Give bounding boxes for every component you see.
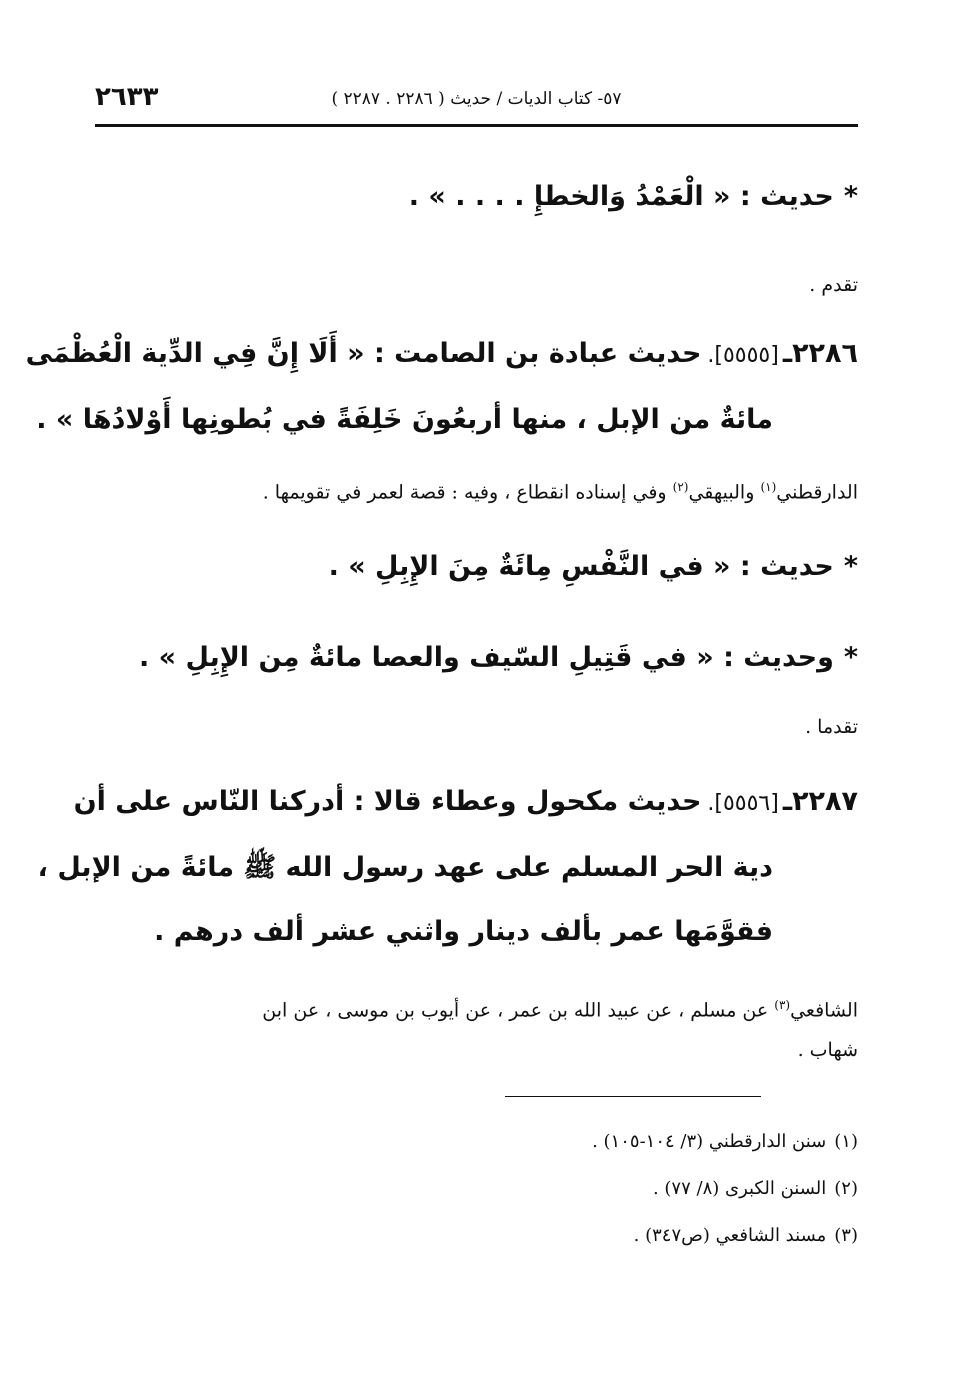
- footnote-1: (١)سنن الدارقطني (٣/ ١٠٤-١٠٥) .: [592, 1131, 858, 1152]
- note-2: تقدما .: [805, 716, 858, 738]
- page-header: [95, 82, 858, 116]
- hadith-number: ٢٢٨٦ـ: [782, 338, 858, 369]
- page-number: ٢٦٣٣: [95, 82, 159, 112]
- footnote-rule: [505, 1096, 761, 1097]
- running-head: ٥٧- كتاب الديات / حديث ( ٢٢٨٦ . ٢٢٨٧ ): [331, 89, 622, 109]
- footnote-3: (٣)مسند الشافعي (ص٣٤٧) .: [633, 1225, 858, 1246]
- header-rule: [95, 124, 858, 127]
- hadith-2286-line-2: مائةٌ من الإبل ، منها أربعُونَ خَلِفَةً في بُطونِها أَوْلادُهَا » .: [36, 404, 773, 435]
- hadith-2286: [26, 322, 858, 452]
- hadith-2287-line-2: دية الحر المسلم على عهد رسول الله ﷺ مائةً من الإبل ،: [37, 852, 773, 883]
- takhrij-2286: الدارقطني$^{(١)}$ والبيهقي$^{(٢)}$ وفي إسناده انقطاع ، وفيه : قصة لعمر في تقويمها .: [262, 480, 858, 504]
- hadith-number: ٢٢٨٧ـ: [782, 786, 858, 817]
- hadith-heading-1: *حديث : « الْعَمْدُ وَالخطإِ . . . . » .: [408, 181, 858, 212]
- hadith-2286-line-1: ٢٢٨٦ـ[٥٥٥٥].حديث عبادة بن الصامت : « أَلَا إِنَّ فِي الدِّية الْعُظْمَى: [25, 338, 858, 369]
- hadith-2287-line-1: ٢٢٨٧ـ[٥٥٥٦].حديث مكحول وعطاء قالا : أدركنا النّاس على أن: [73, 786, 858, 817]
- hadith-heading-3: *وحديث : « في قَتِيلِ السّيف والعصا مائةٌ مِن الإِبِلِ » .: [138, 642, 858, 673]
- footnote-2: (٢)السنن الكبرى (٨/ ٧٧) .: [652, 1178, 858, 1199]
- hadith-2287-line-3: فقوَّمَها عمر بألف دينار واثني عشر ألف درهم .: [154, 916, 773, 947]
- note-1: تقدم .: [809, 274, 858, 296]
- hadith-ref: [٥٥٥٦].: [707, 791, 779, 816]
- footnotes: [592, 1118, 858, 1259]
- takhrij-2287: الشافعي$^{(٣)}$ عن مسلم ، عن عبيد الله بن عمر ، عن أيوب بن موسى ، عن ابن شهاب .: [262, 998, 858, 1062]
- hadith-ref: [٥٥٥٥].: [707, 343, 779, 368]
- hadith-heading-2: *حديث : « في النَّفْسِ مِائَةٌ مِنَ الإِبِلِ » .: [328, 551, 858, 582]
- hadith-2287: [38, 770, 858, 964]
